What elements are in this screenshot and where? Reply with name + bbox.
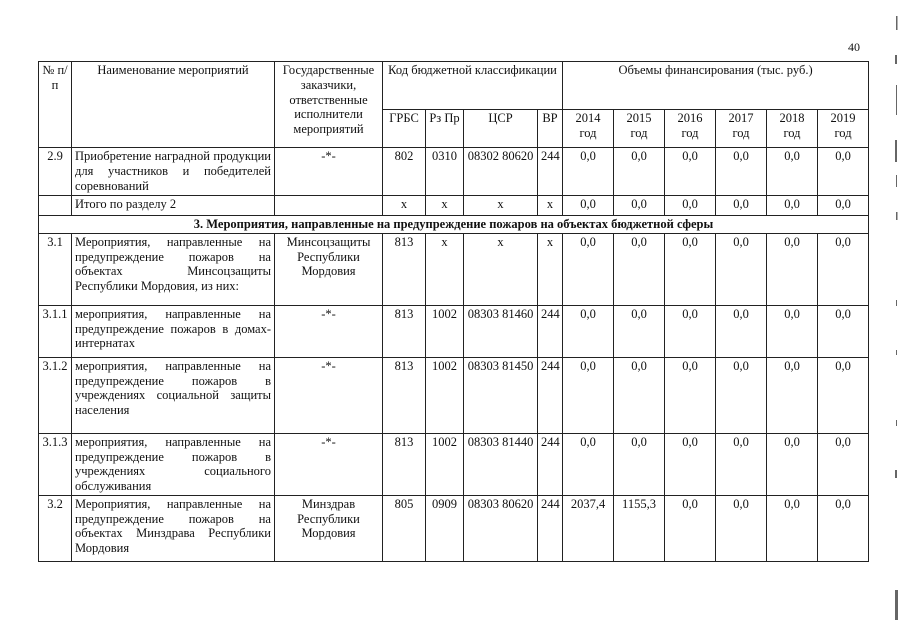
- grbs-code: 813: [383, 233, 426, 305]
- header-num: № п/п: [39, 62, 72, 148]
- funding-value: 0,0: [767, 148, 818, 196]
- vr-code: х: [538, 233, 563, 305]
- table-row: [39, 233, 869, 305]
- table-row: [39, 433, 869, 495]
- event-name: Приобретение наградной продукции для участников и победителей соревнований: [72, 148, 275, 196]
- funding-value: 0,0: [614, 357, 665, 433]
- csr-code: 08303 81460: [464, 305, 538, 357]
- funding-value: 0,0: [665, 305, 716, 357]
- row-number: 3.1.2: [39, 357, 72, 433]
- budget-table: [38, 61, 869, 562]
- funding-value: 0,0: [665, 196, 716, 216]
- customer: -*-: [275, 357, 383, 433]
- funding-value: 0,0: [767, 495, 818, 561]
- header-year: 2019 год: [818, 110, 869, 148]
- funding-value: 0,0: [767, 196, 818, 216]
- funding-value: 0,0: [767, 233, 818, 305]
- vr-code: 244: [538, 148, 563, 196]
- funding-value: 0,0: [614, 433, 665, 495]
- section-title: 3. Мероприятия, направленные на предупреждение пожаров на объектах бюджетной сферы: [39, 216, 869, 234]
- rzpr-code: 1002: [426, 305, 464, 357]
- funding-value: 0,0: [614, 196, 665, 216]
- funding-value: 0,0: [716, 233, 767, 305]
- row-number: 3.1.3: [39, 433, 72, 495]
- funding-value: 0,0: [716, 433, 767, 495]
- funding-value: 2037,4: [563, 495, 614, 561]
- funding-value: 0,0: [665, 233, 716, 305]
- funding-value: 0,0: [563, 357, 614, 433]
- rzpr-code: 1002: [426, 433, 464, 495]
- funding-value: 0,0: [716, 196, 767, 216]
- rzpr-code: х: [426, 196, 464, 216]
- table-row: [39, 196, 869, 216]
- funding-value: 0,0: [563, 433, 614, 495]
- funding-value: 0,0: [563, 305, 614, 357]
- header-year: 2017 год: [716, 110, 767, 148]
- csr-code: 08303 80620: [464, 495, 538, 561]
- table-row: [39, 357, 869, 433]
- header-vr: ВР: [538, 110, 563, 148]
- funding-value: 0,0: [665, 495, 716, 561]
- header-year: 2018 год: [767, 110, 818, 148]
- vr-code: 244: [538, 433, 563, 495]
- funding-value: 0,0: [818, 495, 869, 561]
- page-number: 40: [848, 40, 860, 54]
- funding-value: 0,0: [665, 357, 716, 433]
- csr-code: х: [464, 196, 538, 216]
- event-name: мероприятия, направленные на предупреждение пожаров в домах-интернатах: [72, 305, 275, 357]
- event-name: Мероприятия, направленные на предупреждение пожаров на объектах Минздрава Республики Мордовия: [72, 495, 275, 561]
- funding-value: 0,0: [563, 148, 614, 196]
- rzpr-code: 1002: [426, 357, 464, 433]
- funding-value: 0,0: [665, 433, 716, 495]
- header-name: Наименование мероприятий: [72, 62, 275, 148]
- row-number: 3.1.1: [39, 305, 72, 357]
- vr-code: х: [538, 196, 563, 216]
- funding-value: 0,0: [614, 305, 665, 357]
- row-number: 3.1: [39, 233, 72, 305]
- event-name: мероприятия, направленные на предупреждение пожаров в учреждениях социального обслуживания: [72, 433, 275, 495]
- csr-code: 08302 80620: [464, 148, 538, 196]
- header-grbs: ГРБС: [383, 110, 426, 148]
- grbs-code: х: [383, 196, 426, 216]
- header-budget-code: Код бюджетной классификации: [383, 62, 563, 110]
- funding-value: 1155,3: [614, 495, 665, 561]
- scan-edge-marks: [890, 0, 904, 640]
- funding-value: 0,0: [716, 148, 767, 196]
- vr-code: 244: [538, 357, 563, 433]
- row-number: 2.9: [39, 148, 72, 196]
- row-number: 3.2: [39, 495, 72, 561]
- customer: -*-: [275, 305, 383, 357]
- funding-value: 0,0: [665, 148, 716, 196]
- grbs-code: 813: [383, 305, 426, 357]
- header-funding: Объемы финансирования (тыс. руб.): [563, 62, 869, 110]
- table-row: [39, 148, 869, 196]
- funding-value: 0,0: [818, 196, 869, 216]
- grbs-code: 805: [383, 495, 426, 561]
- customer: [275, 196, 383, 216]
- funding-value: 0,0: [716, 495, 767, 561]
- customer: Минздрав Республики Мордовия: [275, 495, 383, 561]
- table-row: [39, 305, 869, 357]
- funding-value: 0,0: [767, 305, 818, 357]
- rzpr-code: х: [426, 233, 464, 305]
- event-name: мероприятия, направленные на предупреждение пожаров в учреждениях социальной защиты населения: [72, 357, 275, 433]
- rzpr-code: 0909: [426, 495, 464, 561]
- rzpr-code: 0310: [426, 148, 464, 196]
- customer: Минсоцзащиты Республики Мордовия: [275, 233, 383, 305]
- funding-value: 0,0: [614, 233, 665, 305]
- csr-code: 08303 81450: [464, 357, 538, 433]
- funding-value: 0,0: [767, 357, 818, 433]
- funding-value: 0,0: [716, 305, 767, 357]
- vr-code: 244: [538, 305, 563, 357]
- header-customers: Государственные заказчики, ответственные исполнители мероприятий: [275, 62, 383, 148]
- vr-code: 244: [538, 495, 563, 561]
- funding-value: 0,0: [563, 233, 614, 305]
- header-csr: ЦСР: [464, 110, 538, 148]
- grbs-code: 813: [383, 357, 426, 433]
- row-number: [39, 196, 72, 216]
- event-name: Итого по разделу 2: [72, 196, 275, 216]
- table-row: [39, 495, 869, 561]
- grbs-code: 802: [383, 148, 426, 196]
- funding-value: 0,0: [818, 433, 869, 495]
- funding-value: 0,0: [563, 196, 614, 216]
- funding-value: 0,0: [614, 148, 665, 196]
- funding-value: 0,0: [818, 357, 869, 433]
- header-rzpr: Рз Пр: [426, 110, 464, 148]
- funding-value: 0,0: [767, 433, 818, 495]
- event-name: Мероприятия, направленные на предупреждение пожаров на объектах Минсоцзащиты Республики Мордовия, из них:: [72, 233, 275, 305]
- funding-value: 0,0: [716, 357, 767, 433]
- header-year: 2014 год: [563, 110, 614, 148]
- funding-value: 0,0: [818, 305, 869, 357]
- csr-code: 08303 81440: [464, 433, 538, 495]
- grbs-code: 813: [383, 433, 426, 495]
- customer: -*-: [275, 148, 383, 196]
- funding-value: 0,0: [818, 148, 869, 196]
- section-row: [39, 216, 869, 234]
- csr-code: х: [464, 233, 538, 305]
- header-year: 2016 год: [665, 110, 716, 148]
- header-year: 2015 год: [614, 110, 665, 148]
- customer: -*-: [275, 433, 383, 495]
- funding-value: 0,0: [818, 233, 869, 305]
